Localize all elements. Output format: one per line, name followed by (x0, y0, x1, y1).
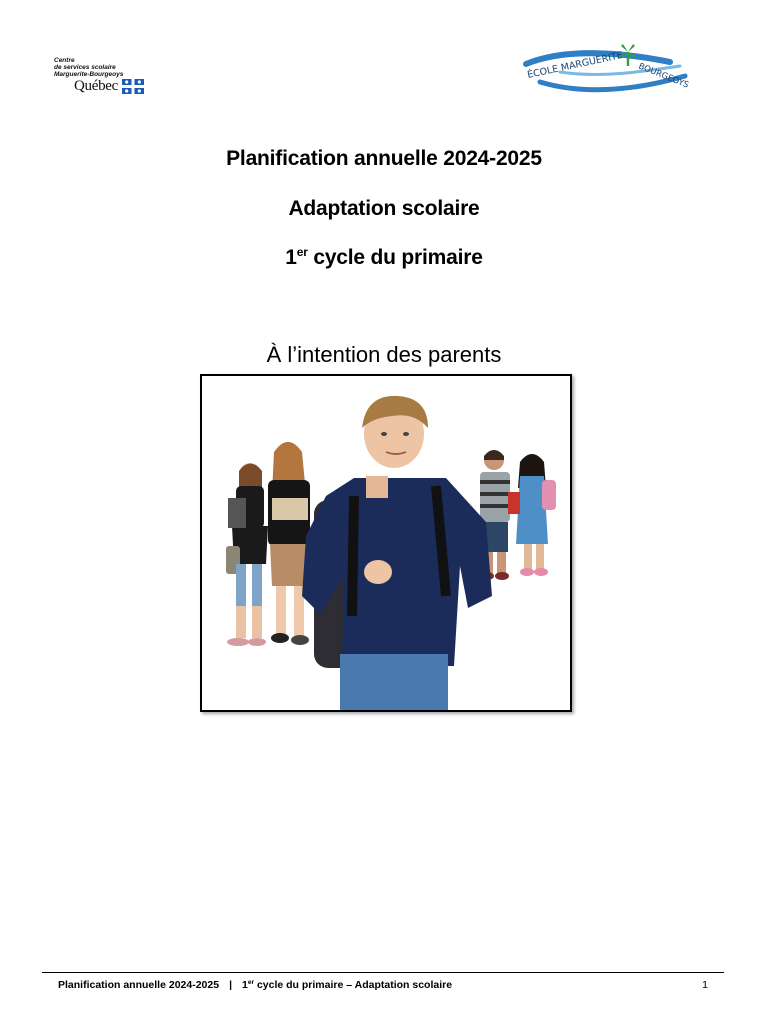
footer-document-title: Planification annuelle 2024-2025 (58, 979, 220, 991)
footer-cycle (242, 979, 452, 991)
css-logo (54, 57, 164, 97)
footer-cycle-ordinal: er (247, 979, 255, 986)
org-name-line1: Centre (54, 57, 75, 64)
cycle-number: 1 (285, 246, 297, 269)
quebec-flag-icon (122, 79, 144, 94)
footer-rule (42, 972, 724, 973)
svg-text:ÉCOLE MARGUERITE: ÉCOLE MARGUERITE (526, 49, 624, 81)
page-number: 1 (702, 979, 708, 991)
students-with-backpacks-image (200, 374, 572, 712)
cycle-ordinal: er (296, 245, 308, 259)
footer-cycle-text: cycle du primaire – Adaptation scolaire (254, 979, 453, 991)
quebec-wordmark: Québec (74, 78, 119, 94)
school-logo (520, 42, 692, 96)
cycle-text: cycle du primaire (307, 246, 483, 269)
program-title: Adaptation scolaire (288, 197, 480, 220)
svg-text:BOURGEOYS: BOURGEOYS (636, 61, 691, 91)
page-footer (58, 979, 710, 991)
footer-separator: | (229, 979, 233, 991)
org-name-line3: Marguerite-Bourgeoys (54, 71, 124, 78)
footer-cycle-number: 1 (242, 979, 248, 991)
audience-subtitle: À l’intention des parents (266, 342, 502, 367)
cycle-title (0, 246, 768, 270)
org-name-line2: de services scolaire (54, 64, 116, 71)
main-title: Planification annuelle 2024-2025 (226, 147, 542, 170)
